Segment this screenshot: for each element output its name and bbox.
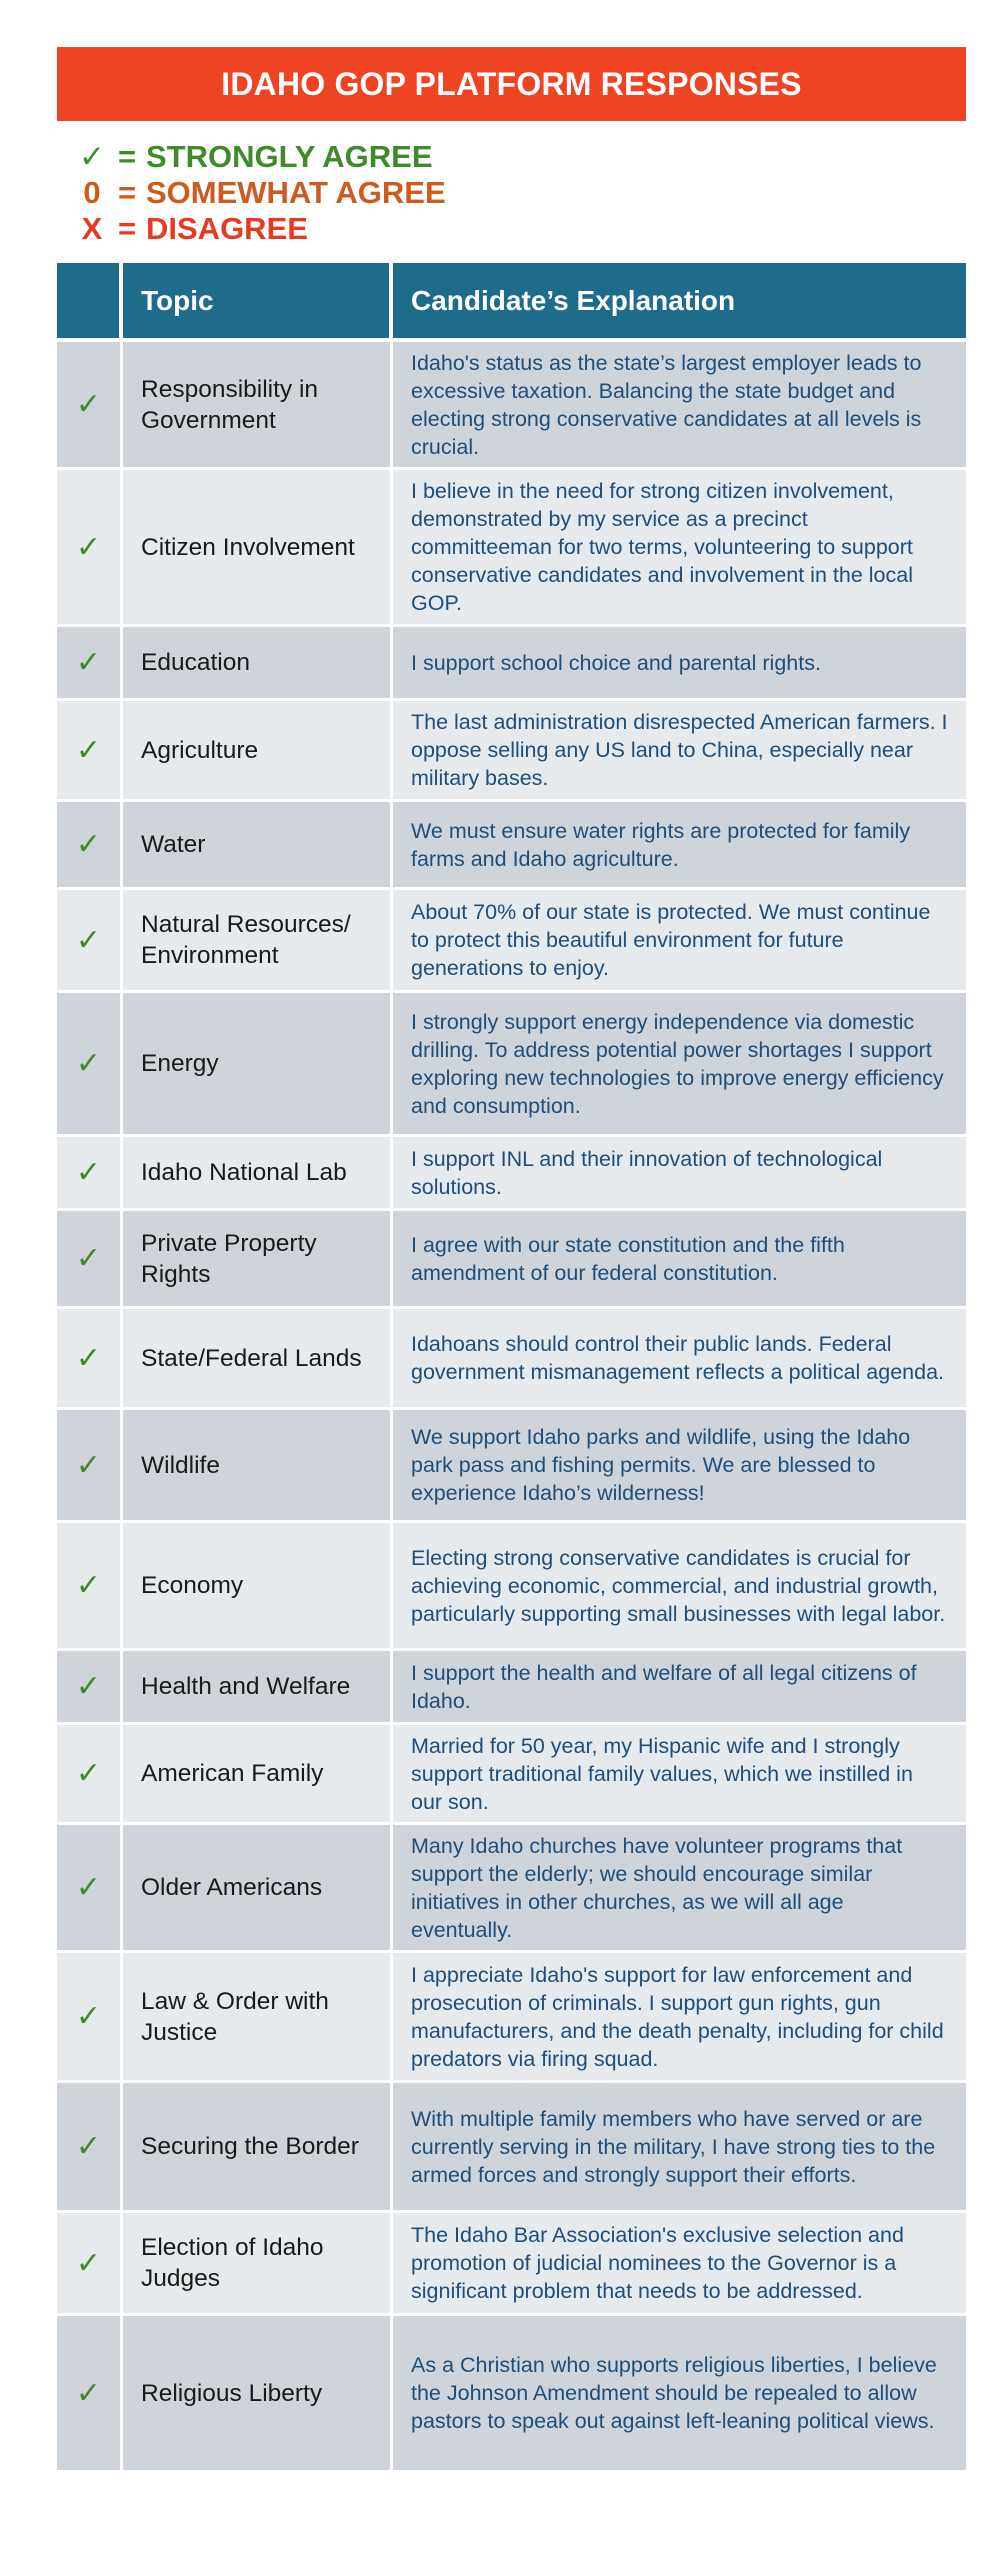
row-topic: Private Property Rights (123, 1211, 393, 1306)
row-explanation: I agree with our state constitution and the fifth amendment of our federal constitution. (411, 1232, 845, 1285)
table-row (57, 470, 966, 627)
row-topic: Wildlife (123, 1410, 393, 1520)
legend-label: DISAGREE (146, 211, 308, 246)
table-header (57, 263, 966, 342)
table-row (57, 1523, 966, 1651)
row-explanation: Electing strong conservative candidates is crucial for achieving economic, commercial, and industrial growth, particularly supporting small businesses with legal labor. (411, 1545, 946, 1626)
row-topic: State/Federal Lands (123, 1309, 393, 1407)
legend-label: SOMEWHAT AGREE (146, 175, 446, 210)
row-topic: Health and Welfare (123, 1651, 393, 1722)
check-icon: ✓ (57, 1651, 123, 1722)
row-explanation: I support school choice and parental rights. (411, 650, 821, 675)
check-icon: ✓ (57, 2213, 123, 2313)
check-icon: ✓ (57, 1825, 123, 1950)
check-icon: ✓ (57, 1523, 123, 1648)
page-title-banner (57, 47, 966, 121)
table-row (57, 2213, 966, 2316)
row-explanation: The Idaho Bar Association's exclusive selection and promotion of judicial nominees to the Governor is a significant problem that needs to be addressed. (411, 2223, 904, 2303)
row-explanation: We support Idaho parks and wildlife, using the Idaho park pass and fishing permits. We are blessed to experience Idaho’s wilderness! (411, 1425, 911, 1505)
responses-table (57, 263, 966, 2473)
table-row (57, 1137, 966, 1211)
check-icon: ✓ (57, 342, 123, 467)
check-icon: ✓ (57, 1953, 123, 2080)
row-topic: Economy (123, 1523, 393, 1648)
row-topic: Water (123, 802, 393, 887)
row-explanation: I believe in the need for strong citizen involvement, demonstrated by my service as a precinct committeeman for two terms, volunteering to support conservative candidates and involvement in the local GOP. (411, 479, 913, 615)
row-topic: Election of Idaho Judges (123, 2213, 393, 2313)
check-icon: ✓ (57, 2316, 123, 2470)
row-explanation: I support the health and welfare of all legal citizens of Idaho. (411, 1660, 917, 1713)
table-row (57, 1725, 966, 1825)
legend-equals: = (117, 211, 137, 246)
check-icon: ✓ (57, 627, 123, 698)
row-explanation: With multiple family members who have served or are currently serving in the military, I have strong ties to the armed forces and strongly support their efforts. (411, 2106, 936, 2187)
row-topic: American Family (123, 1725, 393, 1822)
row-topic: Religious Liberty (123, 2316, 393, 2470)
table-row (57, 1309, 966, 1410)
zero-symbol: 0 (83, 175, 101, 210)
row-explanation: Many Idaho churches have volunteer programs that support the elderly; we should encourage similar initiatives in other churches, as we will all age eventually. (411, 1833, 903, 1942)
table-row (57, 627, 966, 701)
check-icon: ✓ (57, 470, 123, 624)
check-icon: ✓ (57, 1309, 123, 1407)
table-body (57, 342, 966, 2473)
check-icon: ✓ (57, 802, 123, 887)
legend-somewhat-agree (76, 175, 446, 211)
row-topic: Energy (123, 993, 393, 1134)
check-icon: ✓ (57, 2083, 123, 2210)
table-row (57, 1211, 966, 1309)
table-row (57, 1651, 966, 1725)
legend-disagree (76, 211, 446, 247)
table-row (57, 2083, 966, 2213)
row-explanation: I support INL and their innovation of technological solutions. (411, 1146, 883, 1199)
table-row (57, 890, 966, 993)
header-explanation: Candidate’s Explanation (411, 284, 736, 316)
header-topic: Topic (123, 263, 393, 338)
check-icon: ✓ (57, 1211, 123, 1306)
row-topic: Idaho National Lab (123, 1137, 393, 1208)
row-topic: Responsibility in Government (123, 342, 393, 467)
x-symbol: X (81, 211, 103, 246)
legend (76, 139, 446, 247)
row-explanation: About 70% of our state is protected. We must continue to protect this beautiful environment for future generations to enjoy. (411, 900, 931, 980)
header-check-column (57, 263, 123, 338)
table-row (57, 1825, 966, 1953)
check-icon: ✓ (57, 701, 123, 799)
legend-strongly-agree (76, 139, 446, 175)
row-topic: Education (123, 627, 393, 698)
row-explanation: Idahoans should control their public lands. Federal government mismanagement reflects a political agenda. (411, 1332, 945, 1384)
legend-equals: = (117, 139, 137, 174)
table-row (57, 1410, 966, 1523)
table-row (57, 993, 966, 1137)
row-explanation: The last administration disrespected American farmers. I oppose selling any US land to China, especially near military bases. (411, 710, 948, 790)
row-explanation: Married for 50 year, my Hispanic wife and I strongly support traditional family values, which we instilled in our son. (411, 1733, 913, 1814)
check-icon: ✓ (57, 1725, 123, 1822)
legend-equals: = (117, 175, 137, 210)
page-title: IDAHO GOP PLATFORM RESPONSES (221, 65, 802, 102)
row-topic: Citizen Involvement (123, 470, 393, 624)
row-topic: Agriculture (123, 701, 393, 799)
check-icon: ✓ (57, 993, 123, 1134)
table-row (57, 1953, 966, 2083)
table-row (57, 342, 966, 470)
row-explanation: Idaho's status as the state’s largest employer leads to excessive taxation. Balancing the state budget and electing strong conservative candidates at all levels is crucial. (411, 350, 922, 459)
table-row (57, 2316, 966, 2473)
table-row (57, 802, 966, 890)
row-explanation: I appreciate Idaho's support for law enforcement and prosecution of criminals. I support gun rights, gun manufacturers, and the death penalty, including for child predators via firing squad. (411, 1962, 944, 2071)
row-topic: Securing the Border (123, 2083, 393, 2210)
row-topic: Law & Order with Justice (123, 1953, 393, 2080)
row-explanation: As a Christian who supports religious liberties, I believe the Johnson Amendment should be repealed to allow pastors to speak out against left-leaning political views. (411, 2353, 937, 2433)
row-explanation: We must ensure water rights are protected for family farms and Idaho agriculture. (411, 818, 911, 871)
row-explanation: I strongly support energy independence via domestic drilling. To address potential power shortages I support exploring new technologies to improve energy efficiency and consumption. (411, 1009, 944, 1118)
table-row (57, 701, 966, 802)
row-topic: Older Americans (123, 1825, 393, 1950)
row-topic: Natural Resources/ Environment (123, 890, 393, 990)
check-icon: ✓ (57, 890, 123, 990)
check-icon: ✓ (79, 139, 105, 174)
check-icon: ✓ (57, 1410, 123, 1520)
check-icon: ✓ (57, 1137, 123, 1208)
legend-label: STRONGLY AGREE (146, 139, 433, 174)
